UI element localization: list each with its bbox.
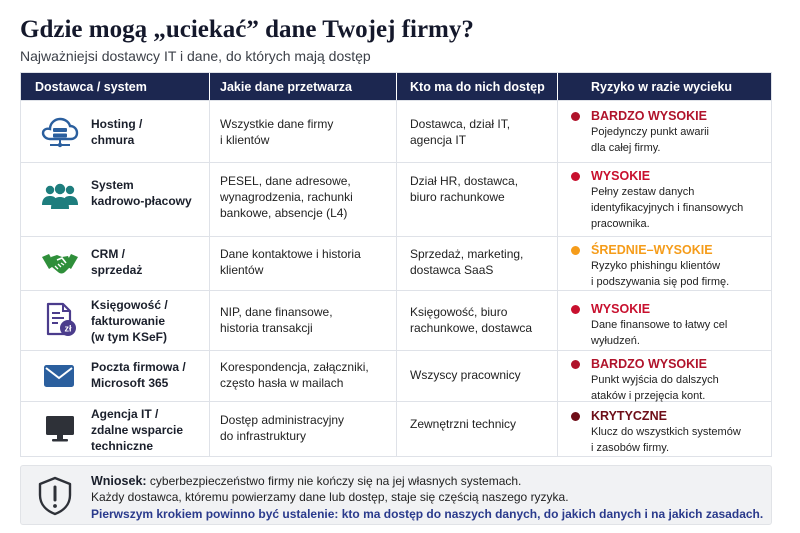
risk-description: Ryzyko phishingu klientów i podszywania się pod firmę.: [591, 260, 730, 288]
vendors-table: [20, 72, 772, 457]
access-cell: [396, 163, 557, 236]
data-text: Dostęp administracyjny do infrastruktury: [220, 413, 345, 443]
risk-cell: [557, 351, 773, 401]
conclusion-line-1: [91, 474, 521, 488]
risk-description: Pełny zestaw danych identyfikacyjnych i finansowych pracownika.: [591, 186, 744, 230]
data-text: Korespondencja, załączniki, często hasła w mailach: [220, 360, 369, 390]
access-text: Sprzedaż, marketing, dostawca SaaS: [410, 247, 524, 277]
table-row: [21, 162, 771, 236]
page-subtitle: Najważniejsi dostawcy IT i dane, do których mają dostęp: [20, 48, 371, 64]
vendor-cell: [21, 163, 209, 236]
table-row: [21, 100, 771, 162]
shield-alert-icon: [37, 476, 73, 521]
table-row: [21, 236, 771, 290]
data-cell: [209, 163, 396, 236]
access-cell: [396, 237, 557, 290]
vendor-cell: [21, 402, 209, 456]
table-header: [21, 73, 771, 100]
conclusion-label: Wniosek:: [91, 474, 147, 488]
access-text: Dostawca, dział IT, agencja IT: [410, 117, 511, 147]
risk-description: Punkt wyjścia do dalszych ataków i przejęcia kont.: [591, 374, 719, 402]
data-text: Wszystkie dane firmy i klientów: [220, 117, 334, 147]
risk-dot: [571, 112, 580, 121]
monitor-icon: [45, 414, 75, 448]
risk-level: WYSOKIE: [591, 169, 651, 183]
invoice-icon: [45, 302, 77, 342]
risk-level: BARDZO WYSOKIE: [591, 357, 707, 371]
data-cell: [209, 402, 396, 456]
risk-cell: [557, 163, 773, 236]
header-access: Kto ma do nich dostęp: [396, 73, 557, 100]
envelope-icon: [43, 364, 75, 392]
risk-dot: [571, 412, 580, 421]
data-text: Dane kontaktowe i historia klientów: [220, 247, 361, 277]
conclusion-line-3: Pierwszym krokiem powinno być ustalenie: kto ma dostęp do naszych danych, do jakich danych i na jakich zasadach.: [91, 507, 764, 521]
risk-level: KRYTYCZNE: [591, 409, 667, 423]
risk-description: Klucz do wszystkich systemów i zasobów firmy.: [591, 426, 741, 454]
table-row: [21, 290, 771, 350]
data-cell: [209, 291, 396, 350]
risk-level: WYSOKIE: [591, 302, 651, 316]
vendor-cell: [21, 291, 209, 350]
handshake-icon: [41, 251, 79, 281]
data-cell: [209, 237, 396, 290]
access-text: Zewnętrzni technicy: [410, 417, 517, 431]
vendor-name: CRM / sprzedaż: [91, 247, 143, 277]
page-title: Gdzie mogą „uciekać” dane Twojej firmy?: [20, 16, 474, 43]
people-group-icon: [41, 181, 79, 217]
risk-dot: [571, 246, 580, 255]
access-cell: [396, 291, 557, 350]
access-text: Księgowość, biuro rachunkowe, dostawca: [410, 305, 533, 335]
conclusion-text-1: cyberbezpieczeństwo firmy nie kończy się na jej własnych systemach.: [149, 474, 522, 488]
data-text: NIP, dane finansowe, historia transakcji: [220, 305, 333, 335]
table-row: [21, 350, 771, 401]
risk-cell: [557, 101, 773, 162]
vendor-cell: [21, 101, 209, 162]
access-cell: [396, 101, 557, 162]
access-text: Dział HR, dostawca, biuro rachunkowe: [410, 174, 519, 204]
risk-level: BARDZO WYSOKIE: [591, 109, 707, 123]
currency-label: zł: [64, 323, 72, 334]
risk-dot: [571, 360, 580, 369]
vendor-name: Agencja IT / zdalne wsparcie techniczne: [91, 407, 184, 453]
conclusion-line-2: Każdy dostawca, któremu powierzamy dane lub dostęp, staje się częścią naszego ryzyka.: [91, 490, 569, 504]
risk-dot: [571, 305, 580, 314]
vendor-name: Hosting / chmura: [91, 117, 143, 147]
data-text: PESEL, dane adresowe, wynagrodzenia, rachunki bankowe, absencje (L4): [220, 174, 353, 220]
vendor-cell: [21, 237, 209, 290]
header-vendor: Dostawca / system: [35, 79, 147, 94]
data-cell: [209, 351, 396, 401]
access-text: Wszyscy pracownicy: [410, 368, 521, 382]
data-cell: [209, 101, 396, 162]
header-data: Jakie dane przetwarza: [209, 73, 396, 100]
vendor-cell: [21, 351, 209, 401]
vendor-name: Poczta firmowa / Microsoft 365: [91, 360, 186, 390]
risk-dot: [571, 172, 580, 181]
risk-description: Dane finansowe to łatwy cel wyłudzeń.: [591, 319, 728, 347]
access-cell: [396, 402, 557, 456]
access-cell: [396, 351, 557, 401]
table-row: [21, 401, 771, 456]
risk-cell: [557, 291, 773, 350]
header-risk: Ryzyko w razie wycieku: [557, 73, 773, 100]
cloud-server-icon: [41, 114, 79, 154]
vendor-name: Księgowość / fakturowanie (w tym KSeF): [91, 298, 168, 344]
risk-cell: [557, 237, 773, 290]
risk-description: Pojedynczy punkt awarii dla całej firmy.: [591, 126, 710, 154]
risk-cell: [557, 402, 773, 456]
conclusion-box: [20, 465, 772, 525]
vendor-name: System kadrowo-płacowy: [91, 178, 192, 208]
risk-level: ŚREDNIE–WYSOKIE: [591, 243, 713, 257]
